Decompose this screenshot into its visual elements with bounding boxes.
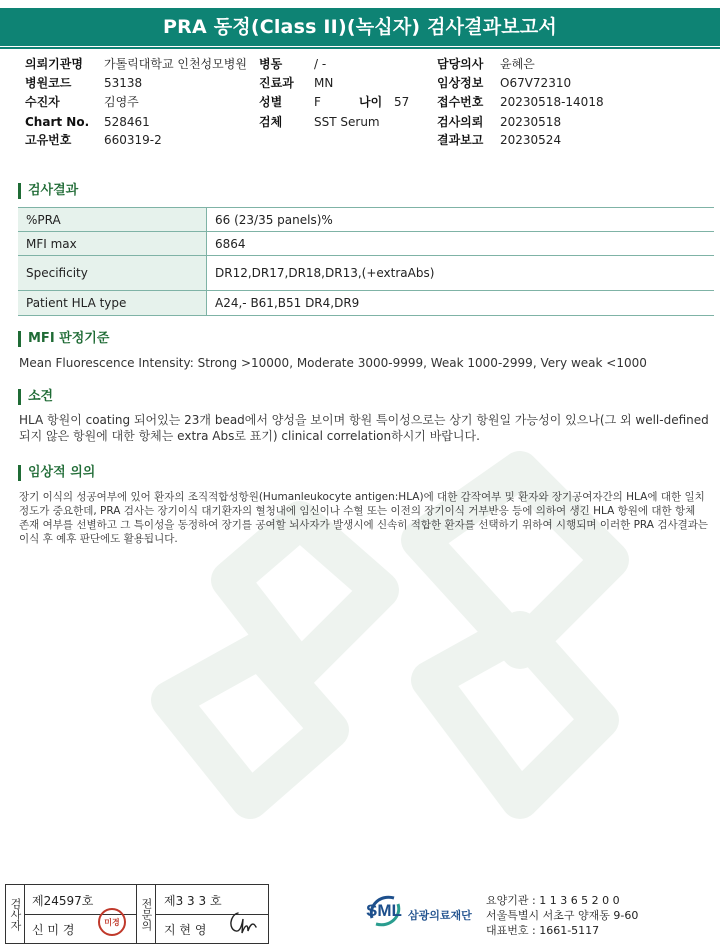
label-department: 진료과 <box>259 76 294 90</box>
clinical-text <box>19 490 709 546</box>
result-key-pra: %PRA <box>18 208 207 232</box>
label-physician: 담당의사 <box>437 57 484 71</box>
clinical-line: 이식 후 예후 판단에도 활용됩니다. <box>19 533 178 545</box>
reviewer-label-text: 전문의 <box>140 897 153 931</box>
table-row <box>18 256 714 291</box>
result-key-hla-type: Patient HLA type <box>18 291 207 316</box>
value-requesting-org: 가톨릭대학교 인천성모병원 <box>104 57 247 71</box>
contact-info <box>486 893 638 938</box>
value-patient: 김영주 <box>104 95 139 109</box>
value-result-report: 20230524 <box>500 133 562 147</box>
label-result-report: 결과보고 <box>437 133 484 147</box>
value-hospital-code: 53138 <box>104 76 143 90</box>
label-requesting-org: 의뢰기관명 <box>25 57 83 71</box>
opinion-line: 되지 않은 항원에 대한 항체는 extra Abs로 표기) clinical correlation하시기 바랍니다. <box>19 429 480 443</box>
value-specimen: SST Serum <box>314 115 380 129</box>
label-accession: 접수번호 <box>437 95 484 109</box>
value-accession: 20230518-14018 <box>500 95 604 109</box>
value-test-request: 20230518 <box>500 115 562 129</box>
seal-text: 미경 <box>104 917 120 927</box>
section-clinical-title: 임상적 의의 <box>18 465 95 481</box>
examiner-seal <box>98 908 126 936</box>
section-mfi-title: MFI 판정기준 <box>18 331 109 347</box>
label-patient: 수진자 <box>25 95 60 109</box>
examiner-label-text: 검사자 <box>9 897 22 931</box>
result-key-specificity: Specificity <box>18 256 207 291</box>
examiner-license: 제24597호 <box>32 894 94 908</box>
table-row <box>18 291 714 316</box>
result-value-pra: 66 (23/35 panels)% <box>207 208 715 232</box>
result-value-specificity: DR12,DR17,DR18,DR13,(+extraAbs) <box>207 256 715 291</box>
value-ward: / - <box>314 57 327 71</box>
value-unique-no: 660319-2 <box>104 133 162 147</box>
reviewer-name: 지 현 영 <box>164 923 207 937</box>
reviewer-license: 제3 3 3 호 <box>164 894 222 908</box>
label-specimen: 검체 <box>259 115 283 129</box>
report-title: PRA 동정(Class II)(녹십자) 검사결과보고서 <box>0 8 720 46</box>
clinical-line: 정도가 중요한데, PRA 검사는 장기이식 대기환자의 혈청내에 임신이나 수혈 또는 이전의 장기이식 거부반응 등에 의하여 생긴 HLA 항원에 대한 항체 <box>19 505 696 517</box>
value-age: 57 <box>394 95 410 109</box>
value-clinical-info: O67V72310 <box>500 76 572 90</box>
value-sex: F <box>314 95 321 109</box>
contact-line: 대표번호 : 1661-5117 <box>486 924 600 937</box>
section-opinion-title: 소견 <box>18 389 53 405</box>
clinical-line: 존재 여부를 선별하고 그 특이성을 동정하여 장기를 공여할 뇌사자가 발생시에 신속히 적합한 환자를 선택하기 위하여 시행되며 이러한 PRA 검사결과는 <box>19 519 709 531</box>
reviewer-label <box>136 885 156 943</box>
opinion-line: HLA 항원이 coating 되어있는 23개 bead에서 양성을 보이며 항원 특이성으로는 상기 항원일 가능성이 있으나(그 외 well-defined <box>19 413 709 427</box>
title-divider <box>0 47 720 49</box>
contact-line: 서울특별시 서초구 양재동 9-60 <box>486 909 639 922</box>
label-clinical-info: 임상정보 <box>437 76 484 90</box>
label-sex: 성별 <box>259 95 283 109</box>
results-table <box>18 207 714 316</box>
table-row <box>18 208 714 232</box>
logo-org-name: 삼광의료재단 <box>408 909 472 922</box>
value-department: MN <box>314 76 334 90</box>
label-age: 나이 <box>359 95 383 109</box>
label-test-request: 검사의뢰 <box>437 115 484 129</box>
examiner-name: 신 미 경 <box>32 923 75 937</box>
examiner-label <box>6 885 25 943</box>
label-ward: 병동 <box>259 57 283 71</box>
section-results-title: 검사결과 <box>18 183 78 199</box>
sml-logo <box>366 892 486 930</box>
opinion-text <box>19 412 709 444</box>
table-row <box>18 232 714 256</box>
contact-line: 요양기관 : 1 1 3 6 5 2 0 0 <box>486 894 620 907</box>
label-hospital-code: 병원코드 <box>25 76 72 90</box>
result-value-hla-type: A24,- B61,B51 DR4,DR9 <box>207 291 715 316</box>
value-chart-no: 528461 <box>104 115 150 129</box>
logo-sml-text: SML <box>366 901 402 920</box>
label-unique-no: 고유번호 <box>25 133 72 147</box>
value-physician: 윤혜은 <box>500 57 535 71</box>
label-chart-no: Chart No. <box>25 115 90 129</box>
result-key-mfi-max: MFI max <box>18 232 207 256</box>
reviewer-signature <box>226 907 262 937</box>
clinical-line: 장기 이식의 성공여부에 있어 환자의 조직적합성항원(Humanleukocyte antigen:HLA)에 대한 감작여부 및 환자와 장기공여자간의 HLA에 대한 일치 <box>19 491 705 503</box>
mfi-criteria-text: Mean Fluorescence Intensity: Strong >10000, Moderate 3000-9999, Weak 1000-2999, Very weak <1000 <box>19 356 647 370</box>
result-value-mfi-max: 6864 <box>207 232 715 256</box>
signature-box <box>5 884 269 944</box>
